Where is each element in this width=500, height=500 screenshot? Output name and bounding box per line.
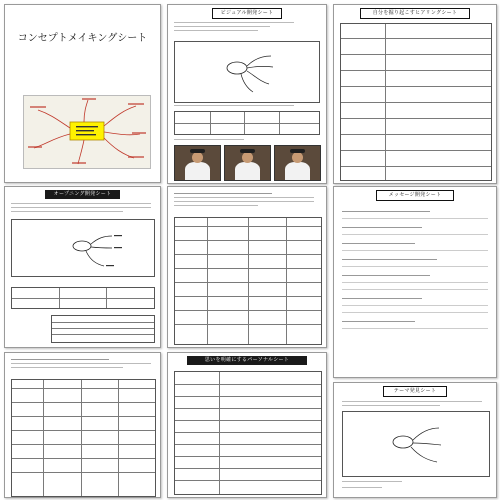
- opening-grid: [11, 287, 155, 309]
- theme-page: [333, 382, 497, 498]
- center-table-page: [167, 186, 327, 348]
- visual-page: [167, 4, 327, 184]
- hearing-page: [333, 4, 497, 184]
- bottom-left-page: [4, 352, 161, 498]
- center-heading: [174, 191, 314, 206]
- bottom-left-heading: [11, 357, 151, 368]
- message-page: [333, 186, 497, 378]
- theme-instructions: [342, 399, 482, 406]
- opening-mindmap: [12, 220, 154, 276]
- mindmap-sketch: [175, 42, 319, 102]
- visual-title: ビジュアル開発シート: [212, 8, 282, 19]
- hearing-table: [340, 23, 492, 181]
- passion-page: [167, 352, 327, 498]
- passion-title: 思いを明確にするパーソナルシート: [187, 356, 307, 365]
- theme-mindmap: [343, 412, 489, 476]
- grid-table: [174, 111, 320, 135]
- bottom-left-table: [11, 379, 156, 497]
- photo-2: [224, 145, 271, 181]
- cover-title: コンセプトメイキングシート: [17, 33, 148, 44]
- form-line: [174, 105, 294, 106]
- passion-table: [174, 371, 322, 495]
- opening-mindmap-box: [11, 219, 155, 277]
- mindmap-box: [174, 41, 320, 103]
- photo-1: [174, 145, 221, 181]
- instruction-text: [174, 21, 294, 31]
- opening-instructions: [11, 201, 151, 212]
- photo-3: [274, 145, 321, 181]
- form-line-2: [174, 139, 244, 140]
- message-title: メッセージ開発シート: [376, 190, 454, 201]
- message-lines: [342, 205, 488, 329]
- theme-title: テーマ発見シート: [383, 386, 448, 397]
- theme-footer-line-2: [342, 487, 382, 488]
- opening-list: [51, 315, 155, 343]
- center-table: [174, 217, 322, 345]
- mindmap-image: [23, 95, 151, 169]
- opening-title: オープニング開発シート: [45, 190, 119, 199]
- opening-page: [4, 186, 161, 348]
- hearing-title: 自分を掘り起こすヒアリングシート: [360, 8, 470, 19]
- theme-footer-line: [342, 481, 402, 482]
- theme-mindmap-box: [342, 411, 490, 477]
- cover-page: [4, 4, 161, 183]
- mindmap-illustration: [24, 96, 150, 168]
